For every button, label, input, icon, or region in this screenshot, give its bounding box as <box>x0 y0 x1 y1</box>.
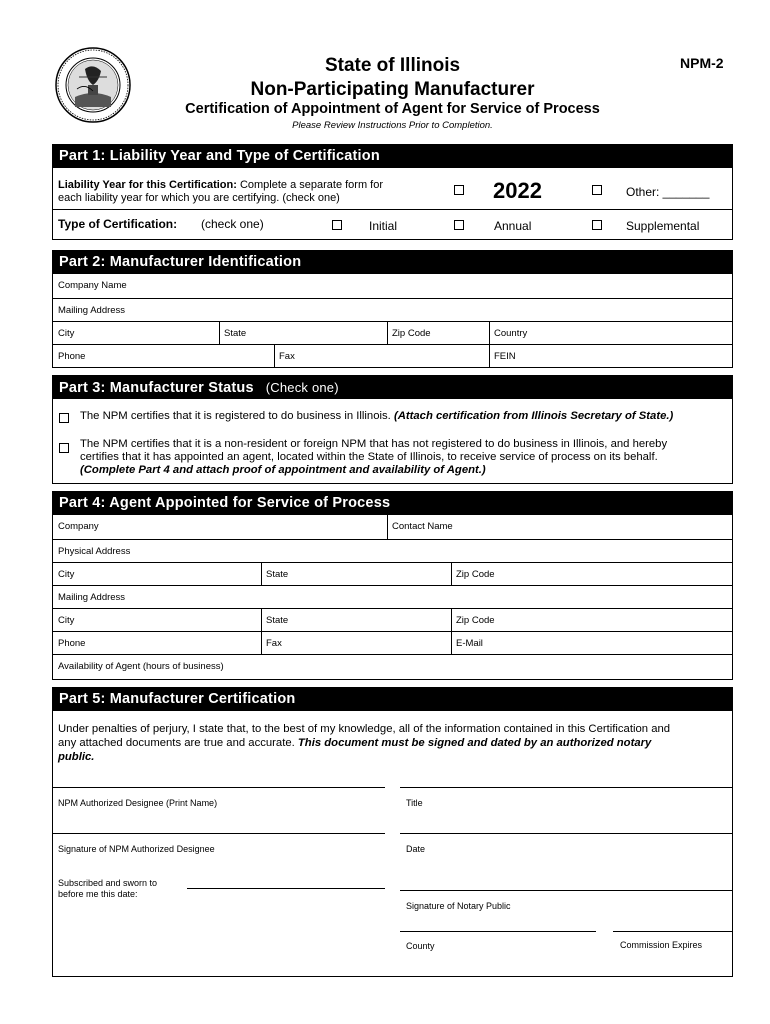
agent-phone-label: Phone <box>58 638 86 649</box>
notary-signature-label: Signature of Notary Public <box>406 901 511 911</box>
initial-label: Initial <box>369 219 398 233</box>
designee-signature-label: Signature of NPM Authorized Designee <box>58 844 215 854</box>
initial-checkbox[interactable] <box>332 220 342 230</box>
type-of-certification-label: Type of Certification: <box>58 217 178 231</box>
part1-header: Part 1: Liability Year and Type of Certification <box>53 145 732 168</box>
agent-zip-label: Zip Code <box>456 569 495 580</box>
physical-address-field[interactable] <box>53 539 732 562</box>
certification-text: Under penalties of perjury, I state that, to the best of my knowledge, all of the information contained in this Certification and any attached documents are true and accurate. This document must be signed and dated by an authorized notary public. <box>58 723 671 763</box>
city-label: City <box>58 328 75 339</box>
agent-email-label: E-Mail <box>456 638 483 649</box>
part1-section <box>52 144 733 240</box>
fax-label: Fax <box>279 351 295 362</box>
part3-section <box>52 375 733 484</box>
part2-header: Part 2: Manufacturer Identification <box>53 251 732 274</box>
registered-text: The NPM certifies that it is registered to do business in Illinois. (Attach certification from Illinois Secretary of State.) <box>80 410 674 422</box>
physical-address-label: Physical Address <box>58 546 131 557</box>
type-check-one: (check one) <box>201 217 264 231</box>
agent-contact-label: Contact Name <box>392 521 453 532</box>
form-id: NPM-2 <box>680 55 724 71</box>
part4-header: Part 4: Agent Appointed for Service of Process <box>53 492 732 515</box>
notary-signature-line[interactable] <box>400 890 733 891</box>
part4-section <box>52 491 733 680</box>
agent-mail-zip-label: Zip Code <box>456 615 495 626</box>
annual-checkbox[interactable] <box>454 220 464 230</box>
title-npm: Non-Participating Manufacturer <box>250 79 535 100</box>
zip-label: Zip Code <box>392 328 431 339</box>
agent-city-label: City <box>58 569 75 580</box>
year-2022-label: 2022 <box>493 178 542 203</box>
date-label: Date <box>406 844 426 854</box>
subtitle: Certification of Appointment of Agent for Service of Process <box>185 101 600 117</box>
non-resident-checkbox[interactable] <box>59 443 69 453</box>
availability-field[interactable] <box>53 654 732 677</box>
year-2022-checkbox[interactable] <box>454 185 464 195</box>
instructions-note: Please Review Instructions Prior to Completion. <box>292 120 493 131</box>
county-label: County <box>406 941 435 951</box>
mailing-address-label: Mailing Address <box>58 305 126 316</box>
part3-header: Part 3: Manufacturer Status (Check one) <box>53 376 732 399</box>
supplemental-label: Supplemental <box>626 219 700 233</box>
county-line[interactable] <box>400 931 596 932</box>
agent-fax-label: Fax <box>266 638 282 649</box>
title-label: Title <box>406 798 423 808</box>
country-label: Country <box>494 328 528 339</box>
supplemental-checkbox[interactable] <box>592 220 602 230</box>
part2-section <box>52 250 733 368</box>
agent-mail-city-label: City <box>58 615 75 626</box>
fein-label: FEIN <box>494 351 516 362</box>
year-other-checkbox[interactable] <box>592 185 602 195</box>
company-name-label: Company Name <box>58 280 127 291</box>
subscribed-label: Subscribed and sworn to before me this date: <box>58 878 158 899</box>
company-name-field[interactable] <box>53 274 732 298</box>
agent-company-label: Company <box>58 521 99 532</box>
commission-expires-label: Commission Expires <box>620 940 703 950</box>
registered-checkbox[interactable] <box>59 413 69 423</box>
agent-state-label: State <box>266 569 289 580</box>
annual-label: Annual <box>494 219 532 233</box>
availability-label: Availability of Agent (hours of business) <box>58 661 224 672</box>
liability-year-label: Liability Year for this Certification: Complete a separate form for each liability year for which you are certifying. (check one) <box>58 179 384 204</box>
part5-section <box>52 687 733 977</box>
mailing-address-field[interactable] <box>53 298 732 321</box>
part5-header: Part 5: Manufacturer Certification <box>53 688 732 711</box>
agent-mail-state-label: State <box>266 615 289 626</box>
agent-mailing-address-label: Mailing Address <box>58 592 126 603</box>
agent-mailing-address-field[interactable] <box>53 585 732 608</box>
subscribed-date-line[interactable] <box>187 888 385 889</box>
phone-label: Phone <box>58 351 86 362</box>
state-label: State <box>224 328 247 339</box>
designee-name-label: NPM Authorized Designee (Print Name) <box>58 798 218 808</box>
year-other-label: Other: _______ <box>626 185 710 199</box>
non-resident-text: The NPM certifies that it is a non-resident or foreign NPM that has not registered to do business in Illinois, and hereby certifies that it has appointed an agent, located within the State of Illinois, to receive service of process on its behalf. (Complete Part 4 and attach proof of appointment and availability of Agent.) <box>80 438 668 476</box>
commission-line[interactable] <box>613 931 733 932</box>
title-state: State of Illinois <box>324 55 461 76</box>
